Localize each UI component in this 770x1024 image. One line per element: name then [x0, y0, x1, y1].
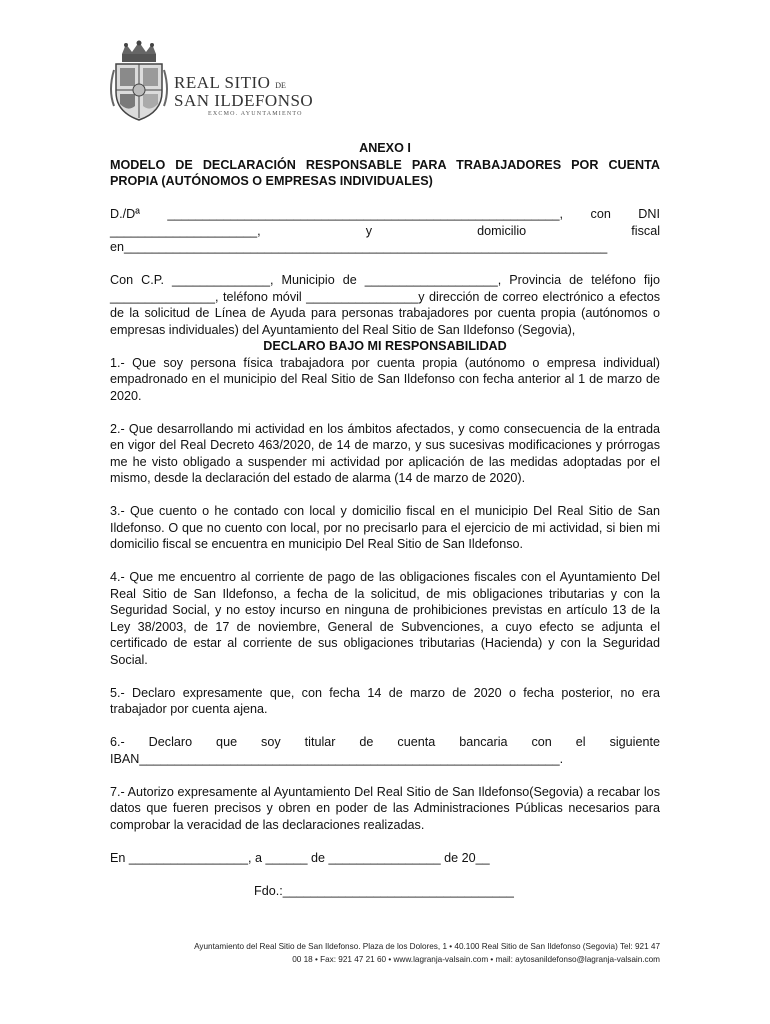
- declaration-item-1: 1.- Que soy persona física trabajadora por cuenta propia (autónomo o empresa individual) empadronado en el municipio del Real Sitio de San Ildefonso con fecha anterior al 1 de marzo de 2020.: [110, 355, 660, 403]
- logo-line1-main: REAL SITIO: [174, 73, 271, 92]
- declaration-item-6: 6.- Declaro que soy titular de cuenta bancaria con el siguiente: [110, 735, 660, 749]
- municipal-logo: [108, 40, 314, 124]
- declarant-dni-line: _____________________, y domicilio fiscal: [110, 223, 660, 238]
- footer-address-line: Ayuntamiento del Real Sitio de San Ildefonso. Plaza de los Dolores, 1 • 40.100 Real Sitio de San Ildefonso (Segovia) Tel: 921 47: [194, 942, 660, 951]
- declaration-item-4: 4.- Que me encuentro al corriente de pago de las obligaciones fiscales con el Ayuntamiento Del Real Sitio de San Ildefonso, a fecha de la solicitud, de mis obligaciones tributarias y con la Seguridad Social, y no estoy incurso en ninguna de prohibiciones previstas en artículo 13 de la Ley 38/2003, de 17 de noviembre, General de Subvenciones, a cuyo efecto se adjunta el certificado de estar al corriente de sus obligaciones tributarias (Hacienda) y con la Seguridad Social.: [110, 570, 660, 667]
- declarant-address-line: en_____________________________________________________________________: [110, 240, 608, 254]
- logo-line1-small: DE: [275, 81, 286, 90]
- declaration-item-5: 5.- Declaro expresamente que, con fecha 14 de marzo de 2020 o fecha posterior, no era trabajador por cuenta ajena.: [110, 685, 660, 716]
- page-footer: [110, 940, 660, 966]
- declaration-item-7: 7.- Autorizo expresamente al Ayuntamiento Del Real Sitio de San Ildefonso(Segovia) a recabar los datos que fueren precisos y obren en poder de las Administraciones Públicas necesarios para comprobar la veracidad de las declaraciones realizadas.: [110, 784, 660, 832]
- logo-line2: SAN ILDEFONSO: [174, 91, 314, 110]
- declaration-item-2: 2.- Que desarrollando mi actividad en los ámbitos afectados, y como consecuencia de la entrada en vigor del Real Decreto 463/2020, de 14 de marzo, y sus sucesivas modificaciones y prórrogas me he visto obligado a suspender mi actividad por aplicación de las medidas adoptadas por el mismo, desde la declaración del estado de alarma (14 de marzo de 2020).: [110, 421, 660, 485]
- document-body: [110, 140, 660, 899]
- declarant-name-line: D./Dª ________________________________________________________, con DNI: [110, 207, 660, 221]
- iban-line: IBAN____________________________________________________________.: [110, 751, 564, 766]
- logo-subtitle: EXCMO. AYUNTAMIENTO: [208, 111, 303, 117]
- footer-contact-line: 00 18 • Fax: 921 47 21 60 • www.lagranja-valsain.com • mail: aytosanildefonso@lagranja-valsain.com: [292, 955, 660, 964]
- coat-of-arms-icon: [108, 40, 170, 124]
- logo-wordmark: [174, 74, 313, 117]
- declaration-item-3: 3.- Que cuento o he contado con local y domicilio fiscal en el municipio Del Real Sitio de San Ildefonso. O que no cuento con local, por no precisarlo para el ejercicio de mi actividad, si bien mi domicilio fiscal se encuentra en municipio Del Real Sitio de San Ildefonso.: [110, 504, 660, 551]
- declaration-title: DECLARO BAJO MI RESPONSABILIDAD: [263, 339, 507, 353]
- date-place-line: En _________________, a ______ de ________________ de 20__: [110, 850, 490, 865]
- signature-line: Fdo.:_________________________________: [254, 883, 514, 898]
- contact-paragraph: Con C.P. ______________, Municipio de ___________________, Provincia de teléfono fijo _______________, teléfono móvil ________________y dirección de correo electrónico a efectos de la solicitud de Línea de Ayuda para personas trabajadores por cuenta propia (autónomos o empresas individuales) del Ayuntamiento del Real Sitio de San Ildefonso (Segovia),: [110, 273, 660, 337]
- model-title: MODELO DE DECLARACIÓN RESPONSABLE PARA TRABAJADORES POR CUENTA PROPIA (AUTÓNOMOS O EMPRESAS INDIVIDUALES): [110, 157, 660, 188]
- annex-title: ANEXO I: [359, 141, 411, 155]
